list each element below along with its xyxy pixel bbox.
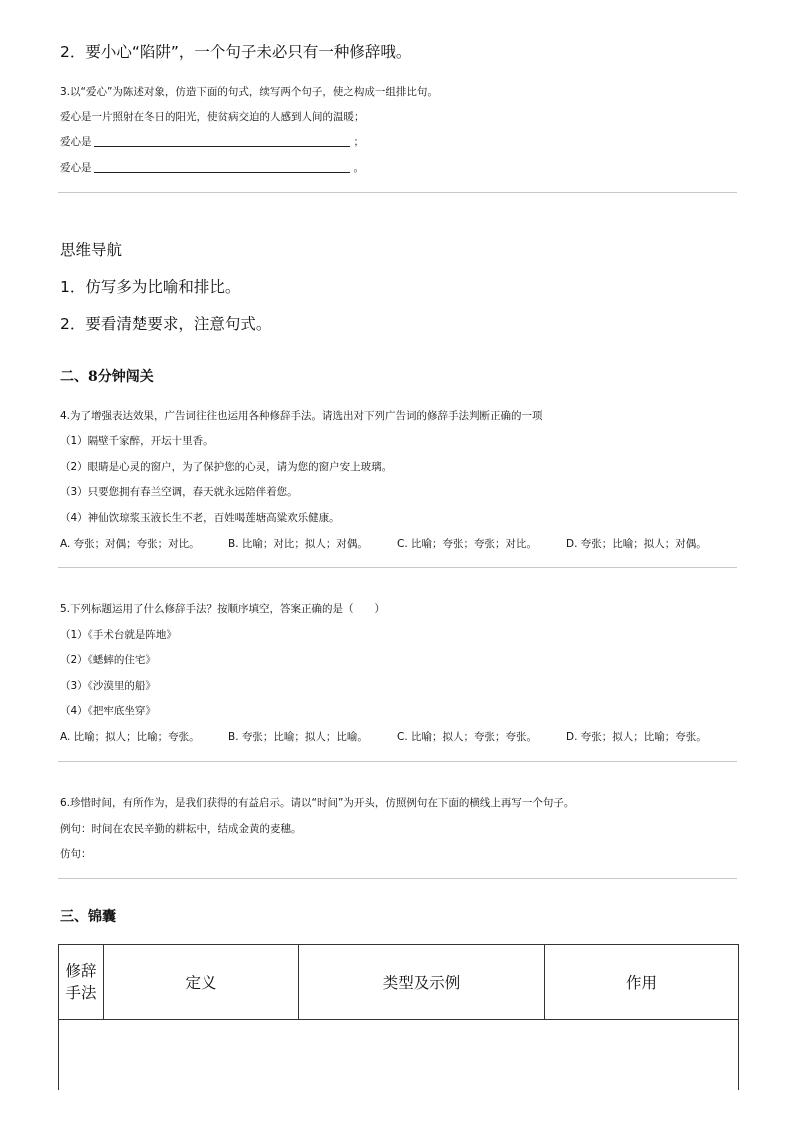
q3-example: 爱心是一片照射在冬日的阳光，使贫病交迫的人感到人间的温暖；: [60, 111, 365, 123]
table-empty-cell: [59, 1020, 739, 1091]
q3-answer-line-2: [60, 160, 364, 175]
q4-item-4: （4）神仙饮琼浆玉液长生不老，百姓喝莲塘高粱欢乐健康。: [60, 512, 340, 524]
q3-prompt: 3.以“爱心”为陈述对象，仿造下面的句式，续写两个句子，使之构成一组排比句。: [60, 86, 438, 98]
q5-item-1: （1）《手术台就是阵地》: [60, 629, 177, 641]
q4-option-a[interactable]: A. 夸张；对偶；夸张；对比。: [60, 538, 200, 550]
q5-option-d[interactable]: D. 夸张；拟人；比喻；夸张。: [566, 731, 707, 743]
q5-option-c[interactable]: C. 比喻；拟人；夸张；夸张。: [397, 731, 538, 743]
section-2-title: 二、8分钟闯关: [60, 369, 154, 385]
rhetoric-table: [58, 944, 739, 1090]
q3-line2-prefix: 爱心是: [60, 162, 92, 174]
q5-item-2: （2）《蟋蟀的住宅》: [60, 654, 156, 666]
q4-item-1: （1）隔壁千家醉，开坛十里香。: [60, 435, 214, 447]
q3-line1-end: ；: [353, 136, 364, 148]
header-rhetoric-method: [59, 945, 104, 1020]
q5-option-b[interactable]: B. 夸张；比喻；拟人；比喻。: [228, 731, 368, 743]
divider: [58, 567, 737, 568]
q4-prompt: 4.为了增强表达效果，广告词往往也运用各种修辞手法。请选出对下列广告词的修辞手法判断正确的一项: [60, 410, 543, 422]
q3-answer-line-1: [60, 134, 364, 149]
header-types-examples: 类型及示例: [299, 945, 545, 1020]
q4-item-2: （2）眼睛是心灵的窗户，为了保护您的心灵，请为您的窗户安上玻璃。: [60, 461, 393, 473]
q5-option-a[interactable]: A. 比喻；拟人；比喻；夸张。: [60, 731, 200, 743]
q4-item-3: （3）只要您拥有春兰空调，春天就永远陪伴着您。: [60, 486, 298, 498]
q3-blank-1[interactable]: [94, 135, 350, 147]
q3-line2-end: 。: [353, 162, 364, 174]
q3-line1-prefix: 爱心是: [60, 136, 92, 148]
q6-example: 例句：时间在农民辛勤的耕耘中，结成金黄的麦穗。: [60, 823, 302, 835]
table-header-row: [59, 945, 739, 1020]
nav-item-2: 2．要看清楚要求，注意句式。: [60, 315, 272, 333]
q5-prompt: 5.下列标题运用了什么修辞手法？按顺序填空，答案正确的是（ ）: [60, 603, 386, 615]
q5-item-3: （3）《沙漠里的船》: [60, 680, 156, 692]
divider: [58, 192, 737, 193]
nav-title: 思维导航: [60, 241, 123, 259]
q4-option-b[interactable]: B. 比喻；对比；拟人；对偶。: [228, 538, 368, 550]
q3-blank-2[interactable]: [94, 161, 350, 173]
header-function: 作用: [545, 945, 739, 1020]
header-col1-line1: 修辞: [65, 962, 97, 980]
header-definition: 定义: [104, 945, 299, 1020]
q6-prompt: 6.珍惜时间，有所作为，是我们获得的有益启示。请以“时间”为开头，仿照例句在下面的横线上再写一个句子。: [60, 797, 575, 809]
nav-item-1: 1．仿写多为比喻和排比。: [60, 278, 241, 296]
divider: [58, 761, 737, 762]
tip-line-2: 2．要小心“陷阱”，一个句子未必只有一种修辞哦。: [60, 43, 412, 61]
table-row: [59, 1020, 739, 1091]
section-3-title: 三、锦囊: [60, 909, 116, 925]
header-col1-line2: 手法: [65, 984, 97, 1002]
q4-option-d[interactable]: D. 夸张；比喻；拟人；对偶。: [566, 538, 707, 550]
q6-answer-label: 仿句：: [60, 848, 92, 860]
q5-item-4: （4）《把牢底坐穿》: [60, 705, 156, 717]
q4-option-c[interactable]: C. 比喻；夸张；夸张；对比。: [397, 538, 538, 550]
divider: [58, 878, 737, 879]
